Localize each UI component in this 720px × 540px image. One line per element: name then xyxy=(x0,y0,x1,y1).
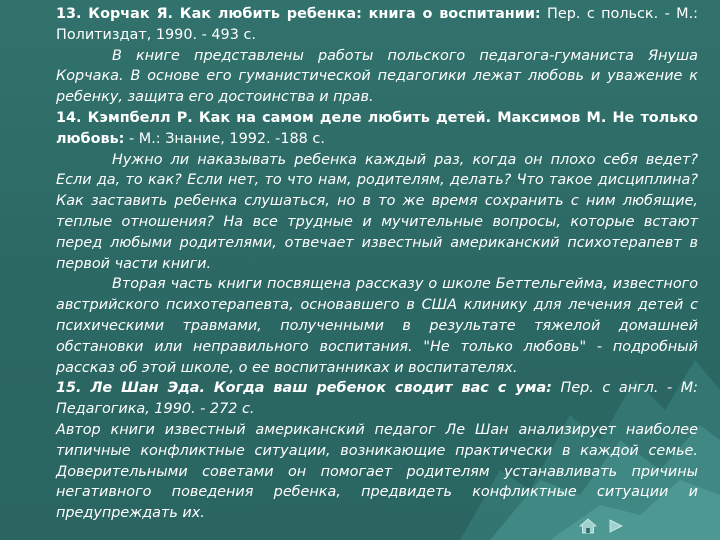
entry-14-citation xyxy=(56,108,698,150)
entry-14-description-1: Нужно ли наказывать ребенка каждый раз, когда он плохо себя ведет? Если да, то как? Если нет, то что нам, родителям, делать? Что такое дисциплина? Как заставить ребенка слушаться, но в то же время сохранить с ним любящие, теплые отношения? На все трудные и мучительные вопросы, которые встают перед любыми родителями, отвечает известный американский психотерапевт в первой части книги. xyxy=(56,151,698,272)
entry-13-description: В книге представлены работы польского педагога-гуманиста Януша Корчака. В основе его гуманистической педагогики лежат любовь и уважение к ребенку, защита его достоинства и прав. xyxy=(56,47,698,106)
forward-button[interactable] xyxy=(606,518,626,534)
entry-13-citation xyxy=(56,4,698,46)
entry-15-heading: 15. Ле Шан Эда. Когда ваш ребенок сводит вас с ума: xyxy=(56,380,552,397)
entry-15-description: Автор книги известный американский педагог Ле Шан анализирует наиболее типичные конфликтные ситуации, возникающие практически в каждой семье. Доверительными советами он помогает родителям устанавливать причины негативного поведения ребенка, предвидеть конфликтные ситуации и предупреждать их. xyxy=(56,421,698,522)
entry-15-publication: Пер. с англ. - М: Педагогика, 1990. - 272 с. xyxy=(56,380,698,418)
entry-14-publication: - М.: Знание, 1992. -188 с. xyxy=(124,130,325,147)
entry-13-publication: Пер. с польск. - М.: Политиздат, 1990. - 493 с. xyxy=(56,6,698,43)
home-button[interactable] xyxy=(578,518,598,534)
entry-14-description-2: Вторая часть книги посвящена рассказу о школе Беттельгейма, известного австрийского психотерапевта, основавшего в США клинику для лечения детей с психическими травмами, полученными в результате тяжелой домашней обстановки или неправильного воспитания. "Не только любовь" - подробный рассказ об этой школе, о ее воспитанниках и воспитателях. xyxy=(56,276,698,376)
entry-13-heading: 13. Корчак Я. Как любить ребенка: книга о воспитании: xyxy=(56,6,541,22)
forward-arrow-icon xyxy=(607,518,625,534)
entry-14-heading: 14. Кэмпбелл Р. Как на самом деле любить детей. Максимов М. Не только любовь: xyxy=(56,109,698,147)
entry-15-citation xyxy=(56,378,698,420)
home-icon xyxy=(579,518,597,534)
document-body xyxy=(56,4,698,536)
